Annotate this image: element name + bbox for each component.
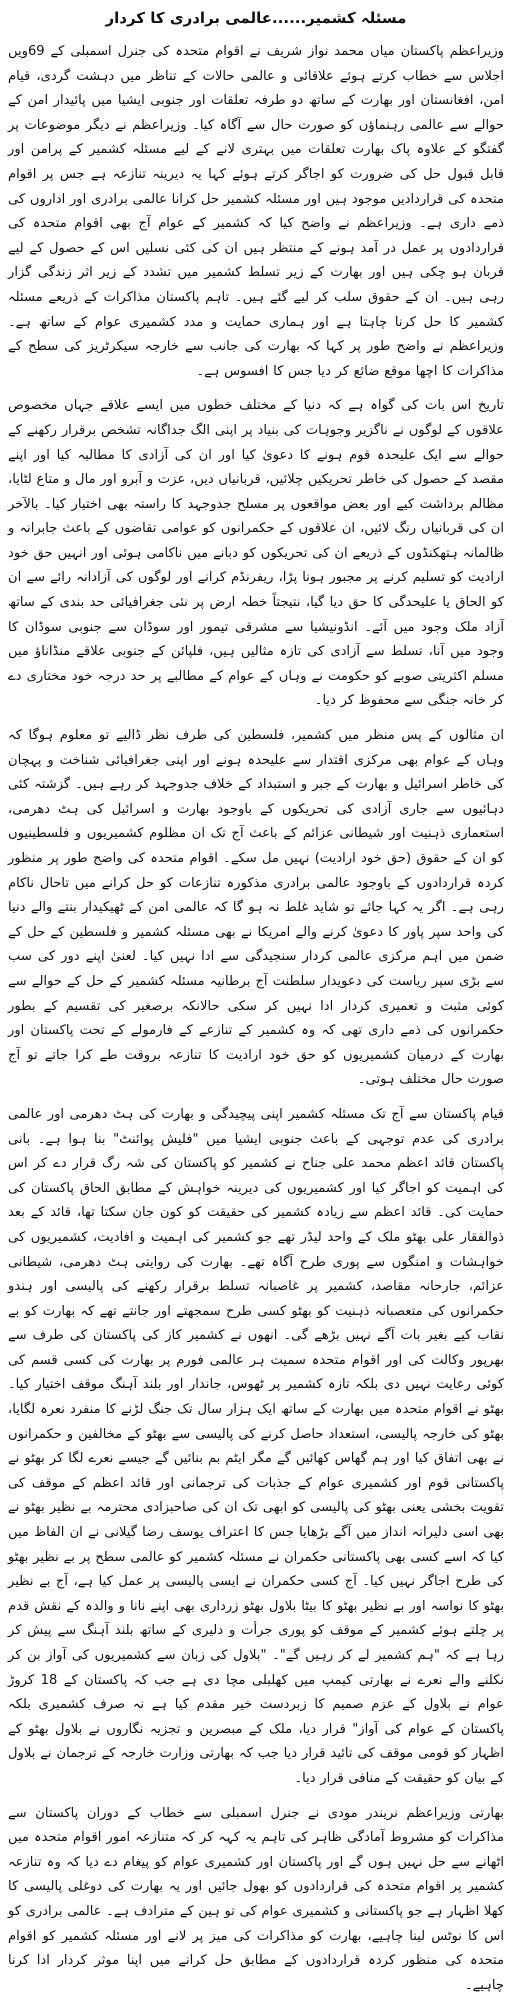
paragraph: قیام پاکستان سے آج تک مسئلہ کشمیر اپنی پیچیدگی و بھارت کی ہٹ دھرمی اور عالمی برادری کی عدم توجہی کے باعث جنوبی ایشیا میں "فلیش پوائنٹ" بنا ہوا ہے۔ بانی پاکستان قائد اعظم محمد علی جناح نے کشمیر کو پاکستان کی شہ رگ قرار دے کر اس کی اہمیت کو اجاگر کیا اور کشمیریوں کی دیرینہ خواہش کے مطابق الحاق پاکستان کی حمایت کی۔ قائد اعظم سے زیادہ کشمیر کی حقیقت کو کون جان سکتا تھا، قائد کے بعد ذوالفقار علی بھٹو ملک کے واحد لیڈر تھے جو کشمیر کی اہمیت و افادیت، کشمیریوں کی خواہشات و امنگوں سے پوری طرح آگاہ تھے۔ بھارت کی روایتی ہٹ دھرمی، شیطانی عزائم، جارحانہ مقاصد، کشمیر پر غاصبانہ تسلط برقرار رکھنے کی پالیسی اور ہندو حکمرانوں کی متعصبانہ ذہنیت کو بھٹو کسی طرح سمجھتے اور جانتے تھے کہ بھارت کو بے نقاب کیے بغیر بات آگے نہیں بڑھے گی۔ انھوں نے کشمیر کاز کی پاکستان کی طرف سے بھرپور وکالت کی اور اقوام متحدہ سمیت ہر عالمی فورم پر بھارت کی کسی قسم کی کوئی رعایت نہیں دی بلکہ تازہ کشمیر پر ٹھوس، جاندار اور بلند آہنگ موقف اختیار کیا۔ بھٹو نے اقوام متحدہ میں بھارت کے ساتھ ایک ہزار سال تک جنگ لڑنے کا منفرد نعرہ لگایا، بھٹو کی خارجہ پالیسی، استعداد حاصل کرنے کی پالیسی سے بھٹو کے مخالفین و حکمرانوں نے بھی اتفاق کیا اور ہم گھاس کھائیں گے مگر ایٹم بم بنائیں گے جیسے نعرے لگا کر بھٹو نے پاکستانی قوم اور کشمیری عوام کے جذبات کی ترجمانی اور قائد اعظم کے موقف کی تقویت بخشی یعنی بھٹو کی پالیسی کو ابھی تک ان کی صاحبزادی محترمہ بے نظیر بھٹو نے بھی اسی دلیرانہ انداز میں آگے بڑھایا جس کا اعتراف یوسف رضا گیلانی نے ان الفاظ میں کیا کہ اسے کسی بھی پاکستانی حکمران نے مسئلہ کشمیر کو عالمی سطح پر بے نظیر بھٹو کی طرح اجاگر نہیں کیا۔ آج کسی حکمران نے ایسی پالیسی پر عمل کیا ہے، آج بے نظیر بھٹو کا نواسہ اور بے نظیر بھٹو کا بیٹا بلاول بھٹو زرداری بھی اپنے نانا و والدہ کے نقش قدم پر چلتے ہوئے کشمیر کے موقف کو پوری جرأت و دلیری کے ساتھ بلند آہنگ سے پیش کر رہا ہے کہ "ہم کشمیر لے کر رہیں گے"۔ "بلاول کی زبان سے کشمیریوں کی آواز بن کر نکلنے والے نعرے نے بھارتی کیمپ میں کھلبلی مچا دی ہے جب کہ پاکستان کے 18 کروڑ عوام نے بلاول کے عزم صمیم کا زبردست خیر مقدم کیا ہے نہ صرف کشمیری بلکہ پاکستان کے عوام کی آواز" قرار دیا، ملک کے مبصرین و تجزیہ نگاروں نے بلاول بھٹو کے اظہار کو قومی موقف کی تائید قرار دیا جب کہ بھارتی وزارت خارجہ کے ترجمان نے بلاول کے بیان کو حقیقت کے منافی قرار دیا۔ [8, 1106, 504, 1786]
headline: مسئلہ کشمیر......عالمی برادری کا کردار [105, 9, 407, 27]
paragraph: ان مثالوں کے پس منظر میں کشمیر، فلسطین کی طرف نظر ڈالیے تو معلوم ہوگا کہ وہاں کے عوام بھی مرکزی اقتدار سے علیحدہ ہونے اور اپنی جغرافیائی شناخت و پہچان کی خاطر اسرائیل و بھارت کے جبر و استبداد کے خلاف جدوجہد کر رہے ہیں۔ گزشتہ کئی دہائیوں سے جاری آزادی کی تحریکوں کے باوجود بھارت و اسرائیل کی ہٹ دھرمی، استعماری ذہنیت اور شیطانی عزائم کے باعث آج تک ان مظلوم کشمیریوں و فلسطینیوں کو ان کے حقوق (حق خود ارادیت) نہیں مل سکے۔ اقوام متحدہ کی واضح طور پر منظور کردہ قراردادوں کے باوجود عالمی برادری مذکورہ تنازعات کو حل کرانے میں تاحال ناکام رہی ہے۔ اگر یہ کہا جائے تو شاید غلط نہ ہو گا کہ عالمی امن کے ٹھیکیدار بنتے والے دنیا کی واحد سپر پاور کا دعویٰ کرنے والے امریکا نے بھی مسئلہ کشمیر و فلسطین کے حل کے ضمن میں اہم مرکزی عالمی کردار سنجیدگی سے ادا نہیں کیا۔ لعنیٰ اپنے دور کی سب سے بڑی سپر ریاست کی دعویدار سلطنت آج برطانیہ مسئلہ کشمیر کے حل کے حوالے سے کوئی مثبت و تعمیری کردار ادا نہیں کر سکی حالانکہ برصغیر کی تقسیم کے بطور حکمرانوں کی ذمے داری تھی کہ وہ کشمیر کے تنازعے کے فارمولے کے تحت پاکستان اور بھارت کے درمیان کشمیریوں کو حق خود ارادیت کا تنازعہ بروقت طے کرا جاتے تو آج صورت حال مختلف ہوتی۔ [8, 728, 504, 1088]
article-body [8, 40, 504, 1998]
paragraph: وزیراعظم پاکستان میاں محمد نواز شریف نے اقوام متحدہ کی جنرل اسمبلی کے 69ویں اجلاس سے خطاب کرتے ہوئے علاقائی و عالمی حالات کے تناظر میں دہشت گردی، قیام امن، افغانستان اور بھارت کے ساتھ دو طرفہ تعلقات اور جنوبی ایشیا میں پائیدار امن کے حوالے سے عالمی رہنماؤں کو صورت حال سے آگاہ کیا۔ وزیراعظم نے دیگر موضوعات پر گفتگو کے علاوہ پاک بھارت تعلقات میں بہتری لانے کے لیے مسئلہ کشمیر کے پرامن اور قابل قبول حل کی ضرورت کو اجاگر کرتے ہوئے کہا یہ دیرینہ تنازعہ ہے جس پر اقوام متحدہ کی قراردادیں موجود ہیں اور مسئلہ کشمیر حل کرانا عالمی برادری اور اداروں کی ذمے داری ہے۔ وزیراعظم نے واضح کیا کہ کشمیر کے عوام آج بھی اقوام متحدہ کی قراردادوں پر عمل در آمد ہونے کے منتظر ہیں ان کی کئی نسلیں اس کے حصول کے لیے قربان ہو چکی ہیں اور بھارت کے زیر تسلط کشمیر میں تشدد کے زیر اثر زندگی گزار رہی ہیں۔ ان کے حقوق سلب کر لیے گئے ہیں۔ تاہم پاکستان مذاکرات کے ذریعے مسئلہ کشمیر کا حل کرنا چاہتا ہے اور ہماری حمایت و مدد کشمیری عوام کے ساتھ ہے۔ وزیراعظم نے واضح طور پر کہا کہ بھارت کی جانب سے خارجہ سیکرٹریز کی سطح کے مذاکرات کا اچھا موقع ضائع کر دیا جس کا افسوس ہے۔ [8, 44, 504, 379]
paragraph: بھارتی وزیراعظم نریندر مودی نے جنرل اسمبلی سے خطاب کے دوران پاکستان سے مذاکرات کو مشروط آمادگی ظاہر کی تاہم یہ کہہ کر کہ متنازعہ امور اقوام متحدہ میں اٹھانے سے حل نہیں ہوں گے اور پاکستان اور کشمیری عوام کو پیغام دے دیا کہ وہ تنازعہ کشمیر پر اقوام متحدہ کی قراردادوں کو بھول جائیں اور یہ بھارت کی دوغلی پالیسی کا کھلا اظہار ہے جو پاکستانی و کشمیری عوام کی تو ہین کے مترادف ہے۔ عالمی برادری کو اس کا نوٹس لینا چاہیے، بھارت کو مذاکرات کی میز پر لانے اور مسئلہ کشمیر کو اقوام متحدہ کی منظور کردہ قراردادوں کے مطابق حل کرانے میں اپنا موثر کردار ادا کرنا چاہیے۔ [7, 1805, 504, 1993]
paragraph: تاریخ اس بات کی گواہ ہے کہ دنیا کے مختلف خطوں میں ایسے علاقے جہاں مخصوص علاقوں کے لوگوں نے ناگزیر وجوہات کی بنیاد پر اپنی الگ جداگانہ تشخص برقرار رکھنے کے حوالے سے ایک علیحدہ قوم ہونے کا دعویٰ کیا اور ان کی آزادی کا مطالبہ کیا اور اپنے مقصد کے حصول کی خاطر تحریکیں چلائیں، قربانیاں دیں، عزت و آبرو اور مال و متاع لٹایا، مظالم برداشت کیے اور بعض مواقعوں پر مسلح جدوجہد کا راستہ بھی اختیار کیا۔ بالآخر ان کی قربانیاں رنگ لائیں، ان علاقوں کے حکمرانوں کو عوامی تقاضوں کے باعث جابرانہ و ظالمانہ ہتھکنڈوں کے ذریعے ان کی تحریکوں کو دبانے میں ناکامی ہوئی اور انہیں حق خود ارادیت کو تسلیم کرنے پر مجبور ہونا پڑا، ریفرنڈم کرانے اور لوگوں کی آزادانہ رائے سے ان کو الحاق یا علیحدگی کا حق دیا گیا، نتیجتاً خطہ ارض پر نئی جغرافیائی حد بندی کے ساتھ آزاد ملک وجود میں آئے۔ انڈونیشیا سے مشرقی تیمور اور سوڈان سے جنوبی سوڈان کا وجود میں آنا، تسلط سے آزادی کی تازہ مثالیں ہیں، فلپائن کے جنوبی علاقے منڈاناؤ میں مسلم اکثریتی صوبے کو حکومت نے وہاں کے عوام کے مطالبے پر حد درجہ خود مختاری دے کر خانہ جنگی سے محفوظ کر دیا۔ [8, 398, 504, 709]
